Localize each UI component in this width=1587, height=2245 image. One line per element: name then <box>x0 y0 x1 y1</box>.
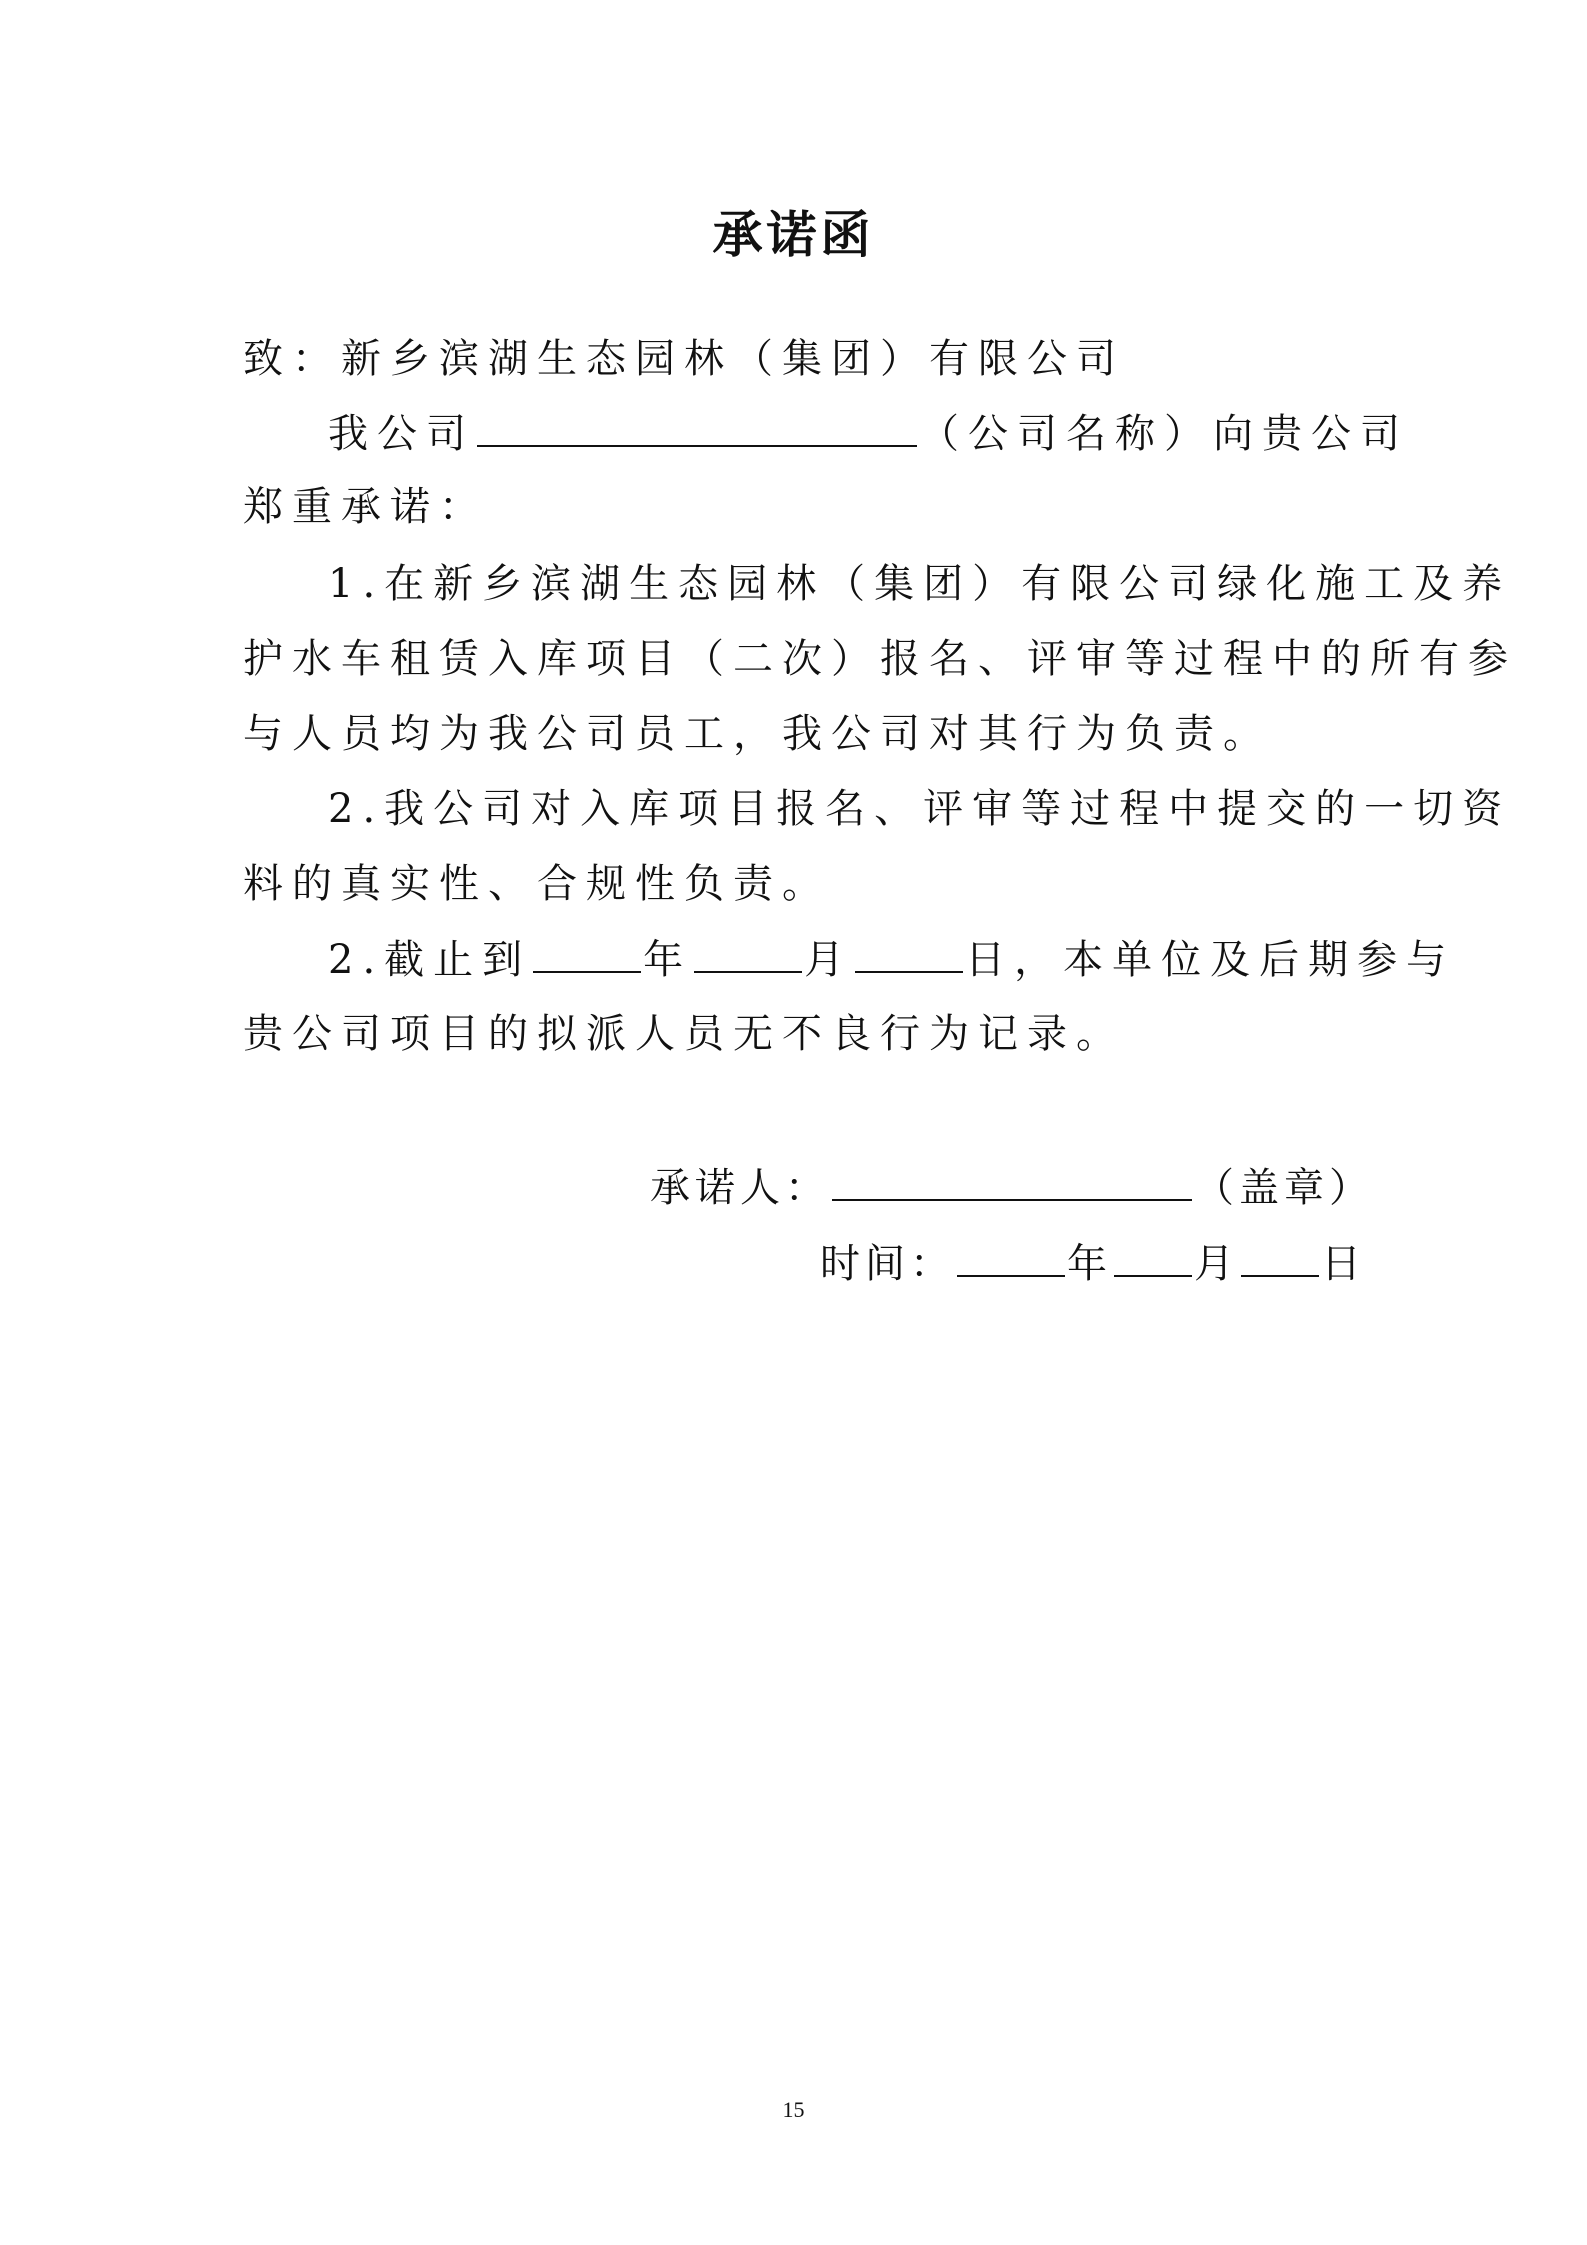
date-day-blank <box>1241 1235 1319 1277</box>
intro-continuation: 郑重承诺： <box>243 484 488 530</box>
date-line <box>820 1235 1366 1292</box>
item-1-line-2: 护水车租赁入库项目（二次）报名、评审等过程中的所有参 <box>243 636 1517 682</box>
item-1-line-3: 与人员均为我公司员工，我公司对其行为负责。 <box>243 711 1272 757</box>
item-3-day-suffix: 日，本单位及后期参与 <box>965 937 1456 983</box>
document-title: 承诺函 <box>712 205 875 264</box>
date-day-label: 日 <box>1321 1241 1366 1287</box>
date-label: 时间： <box>820 1241 955 1287</box>
date-month-label: 月 <box>1194 1241 1239 1287</box>
item-3-line-2: 贵公司项目的拟派人员无不良行为记录。 <box>243 1011 1125 1057</box>
date-month-blank <box>1114 1235 1192 1277</box>
intro-suffix: （公司名称）向贵公司 <box>919 411 1409 457</box>
item-1-line-1: 1.在新乡滨湖生态园林（集团）有限公司绿化施工及养 <box>328 561 1512 607</box>
signature-label: 承诺人： <box>650 1165 830 1211</box>
item-2-line-2: 料的真实性、合规性负责。 <box>243 861 831 907</box>
date-year-label: 年 <box>1067 1241 1112 1287</box>
item-2-line-1: 2.我公司对入库项目报名、评审等过程中提交的一切资 <box>328 786 1512 832</box>
signature-blank <box>832 1159 1192 1201</box>
company-name-blank <box>477 405 917 447</box>
page-number: 15 <box>782 2097 805 2122</box>
item-3-month-blank <box>694 931 802 973</box>
intro-prefix: 我公司 <box>328 411 475 457</box>
item-3-prefix: 2.截止到 <box>328 937 532 983</box>
date-year-blank <box>957 1235 1065 1277</box>
intro-line <box>328 405 1438 462</box>
addressee-line: 致：新乡滨湖生态园林（集团）有限公司 <box>243 336 1125 382</box>
seal-label: （盖章） <box>1194 1165 1374 1211</box>
item-3-year-blank <box>533 931 641 973</box>
signature-line <box>650 1159 1374 1216</box>
item-3-year-label: 年 <box>643 937 693 983</box>
item-3-day-blank <box>855 931 963 973</box>
item-3-month-label: 月 <box>804 937 854 983</box>
item-3-line-1 <box>328 931 1456 988</box>
